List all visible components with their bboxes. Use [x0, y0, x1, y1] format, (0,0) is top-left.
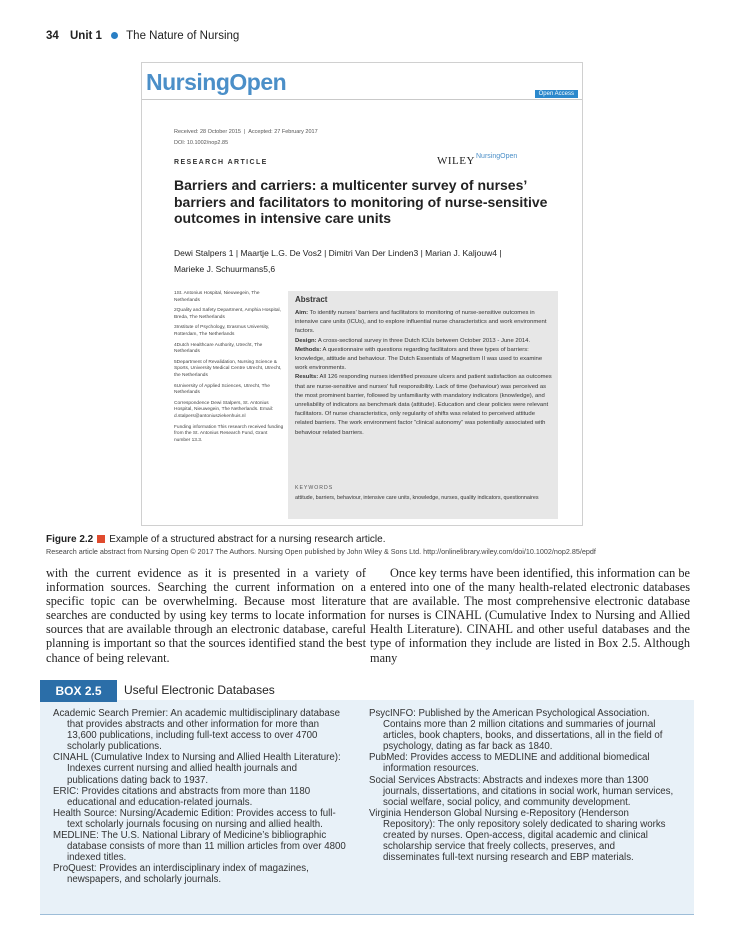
database-entry: ERIC: Provides citations and abstracts from more than 1180 educational and education-related journals. — [53, 785, 311, 808]
abstract-section — [295, 346, 553, 374]
database-entry: PubMed: Provides access to MEDLINE and additional biomedical information resources. — [369, 752, 650, 775]
abstract-label: Aim: — [295, 310, 309, 316]
unit-label: Unit 1 — [70, 30, 102, 42]
abstract-section — [295, 373, 553, 437]
affiliation: 2Quality and Safety Department, Amphia Hospital, Breda, The Netherlands — [174, 308, 281, 320]
database-entry: ProQuest: Provides an interdisciplinary index of magazines, newspapers, and scholarly journals. — [53, 863, 309, 886]
figure-abstract-image — [141, 62, 583, 526]
affiliation: 3Institute of Psychology, Erasmus University, Rotterdam, The Netherlands — [174, 325, 270, 337]
database-entry: PsycINFO: Published by the American Psychological Association. Contains more than 2 million citations and summaries of journal articles, book chapters, books, and dissertations, all in the field of psychology, dating as far back as 1840. — [369, 708, 663, 753]
journal-logo: NursingOpen — [146, 69, 287, 95]
box-title: Useful Electronic Databases — [124, 683, 275, 697]
bullet-dot-icon — [111, 32, 118, 39]
authors-line-2: Marieke J. Schuurmans5,6 — [174, 264, 276, 274]
box-useful-databases — [40, 680, 694, 915]
authors-line-1: Dewi Stalpers 1 | Maartje L.G. De Vos2 | Dimitri Van Der Linden3 | Marian J. Kaljouw4 | — [174, 248, 502, 258]
abstract-text: A questionnaire with questions regarding facilitators and three types of barriers: knowledge, attitude and behaviour. The Dutch Essentials of Magnetism II was used to examine work environments. — [295, 346, 543, 372]
database-entry: Virginia Henderson Global Nursing e-Repository (Henderson Repository): The only repository solely dedicated to sharing works created by nurses. Open-access, digital academic and clinical scholarship service that freely collects, preserves, and disseminates full-text nursing research and EBP materials. — [369, 807, 666, 864]
abstract-label: Methods: — [295, 346, 322, 353]
received-date: Received: 28 October 2015 — [174, 129, 241, 135]
article-type: RESEARCH ARTICLE — [174, 159, 268, 166]
keywords-heading: KEYWORDS — [295, 485, 334, 491]
affiliation: 6University of Applied Sciences, Utrecht, The Netherlands — [174, 383, 270, 396]
body-column-right — [370, 566, 690, 665]
running-header — [46, 30, 239, 42]
header-divider — [142, 99, 582, 100]
funding-info: Funding information This research received funding from the St. Antonius Research Fund, Grant number 13.3. — [174, 424, 284, 443]
correspondence: Correspondence Dewi Stalpers, St. Antonius Hospital, Nieuwegein, The Netherlands. Email: d.stalpers@antoniusziekenhuis.nl — [174, 400, 274, 419]
article-dates: Received: 28 October 2015 | Accepted: 27 February 2017 — [174, 129, 318, 135]
article-title: Barriers and carriers: a multicenter survey of nurses’ barriers and facilitators to monitoring of nurse-sensitive outcomes in intensive care units — [174, 177, 548, 226]
database-entry: Health Source: Nursing/Academic Edition: Provides access to full-text scholarly journals focusing on nursing and allied health. — [53, 807, 336, 830]
abstract-section — [295, 309, 553, 337]
abstract-section — [295, 337, 553, 346]
body-paragraph: Once key terms have been identified, this information can be entered into one of the many health-related electronic databases that are available. The most comprehensive electronic database for nurses is CINAHL (Cumulative Index to Nursing and Allied Health Literature). CINAHL and other useful databases and the type of information they include are listed in Box 2.5. Although many — [370, 566, 690, 665]
figure-credit: Research article abstract from Nursing Open © 2017 The Authors. Nursing Open published by John Wiley & Sons Ltd. http://onlinelibrary.wiley.com/doi/10.1002/nop2.85/epdf — [46, 547, 596, 556]
database-entry: MEDLINE: The U.S. National Library of Medicine’s bibliographic database consists of more than 11 million articles from over 4800 indexed titles. — [53, 830, 346, 864]
figure-caption — [46, 534, 386, 545]
abstract-box — [288, 291, 558, 519]
affiliation: 1St. Antonius Hospital, Nieuwegein, The Netherlands — [174, 291, 260, 303]
abstract-text: To identify nurses’ barriers and facilitators to monitoring of nurse-sensitive outcomes in intensive care units (ICUs), and to explore influential nurse characteristics and work environment factors. — [295, 310, 547, 335]
page-number: 34 — [46, 30, 59, 42]
abstract-label: Design: — [295, 337, 317, 344]
unit-title: The Nature of Nursing — [126, 30, 240, 42]
red-square-icon — [97, 535, 105, 543]
accepted-date: Accepted: 27 February 2017 — [248, 129, 318, 135]
publisher-journal-logo: NursingOpen — [476, 153, 518, 160]
database-entry: Social Services Abstracts: Abstracts and indexes more than 1300 journals, dissertations, and citations in social work, human services, social welfare, social policy, and community development. — [369, 774, 674, 808]
affiliation: 4Dutch Healthcare Authority, Utrecht, The Netherlands — [174, 342, 263, 355]
box-number: BOX 2.5 — [40, 680, 117, 702]
article-authors — [174, 245, 569, 277]
article-doi: DOI: 10.1002/nop2.85 — [174, 140, 229, 146]
keywords: attitude, barriers, behaviour, intensive care units, knowledge, nurses, quality indicators, questionnaires — [295, 495, 539, 501]
abstract-text: All 126 responding nurses identified pressure ulcers and patient satisfaction as outcomes that are nurse-sensitive and nurses’ full responsibility. Lack of time (behaviour) was perceived as the most prominent barrier, followed by unfamiliarity with mandatory indicators (knowledge), and unreliability of indicators as benchmark data (attitude). Education and clear policies were relevant facilitators. Of nurse characteristics, only regularity of shifts was related to perceived attitude related barriers. The work environment factor “clinical autonomy” was potentially associated with behaviour related barriers. — [295, 374, 552, 436]
database-entry: CINAHL (Cumulative Index to Nursing and Allied Health Literature): Indexes current nursing and allied health journals and publications dating back to 1937. — [53, 752, 341, 786]
box-column-right — [369, 708, 674, 863]
affiliations — [174, 291, 284, 448]
body-paragraph: with the current evidence as it is presented in a variety of information sources. Searching the current information on a specific topic can be overwhelming. Because most literature searches are conducted by using key terms to locate information sources that are available through an electronic database, careful planning is important so that the sources identified stand the best chance of being relevant. — [46, 566, 366, 665]
database-entry: Academic Search Premier: An academic multidisciplinary database that provides abstracts and other information for more than 13,600 publications, including full-text access to over 4700 scholarly publications. — [53, 708, 340, 753]
abstract-label: Results: — [295, 374, 319, 381]
abstract-text: A cross-sectional survey in three Dutch ICUs between October 2013 - June 2014. — [316, 337, 531, 344]
affiliation: 5Department of Revalidation, Nursing Science & Sports, University Medical Centre Utrecht, Utrecht, the Netherlands — [174, 359, 282, 378]
figure-label: Figure 2.2 — [46, 534, 94, 545]
body-column-left — [46, 566, 366, 665]
box-column-left — [53, 708, 346, 886]
open-access-badge: Open Access — [535, 90, 578, 98]
abstract-heading: Abstract — [295, 295, 328, 304]
caption-text: Example of a structured abstract for a nursing research article. — [109, 534, 386, 545]
abstract-body — [295, 309, 553, 438]
publisher-logo: WILEY — [437, 155, 475, 167]
